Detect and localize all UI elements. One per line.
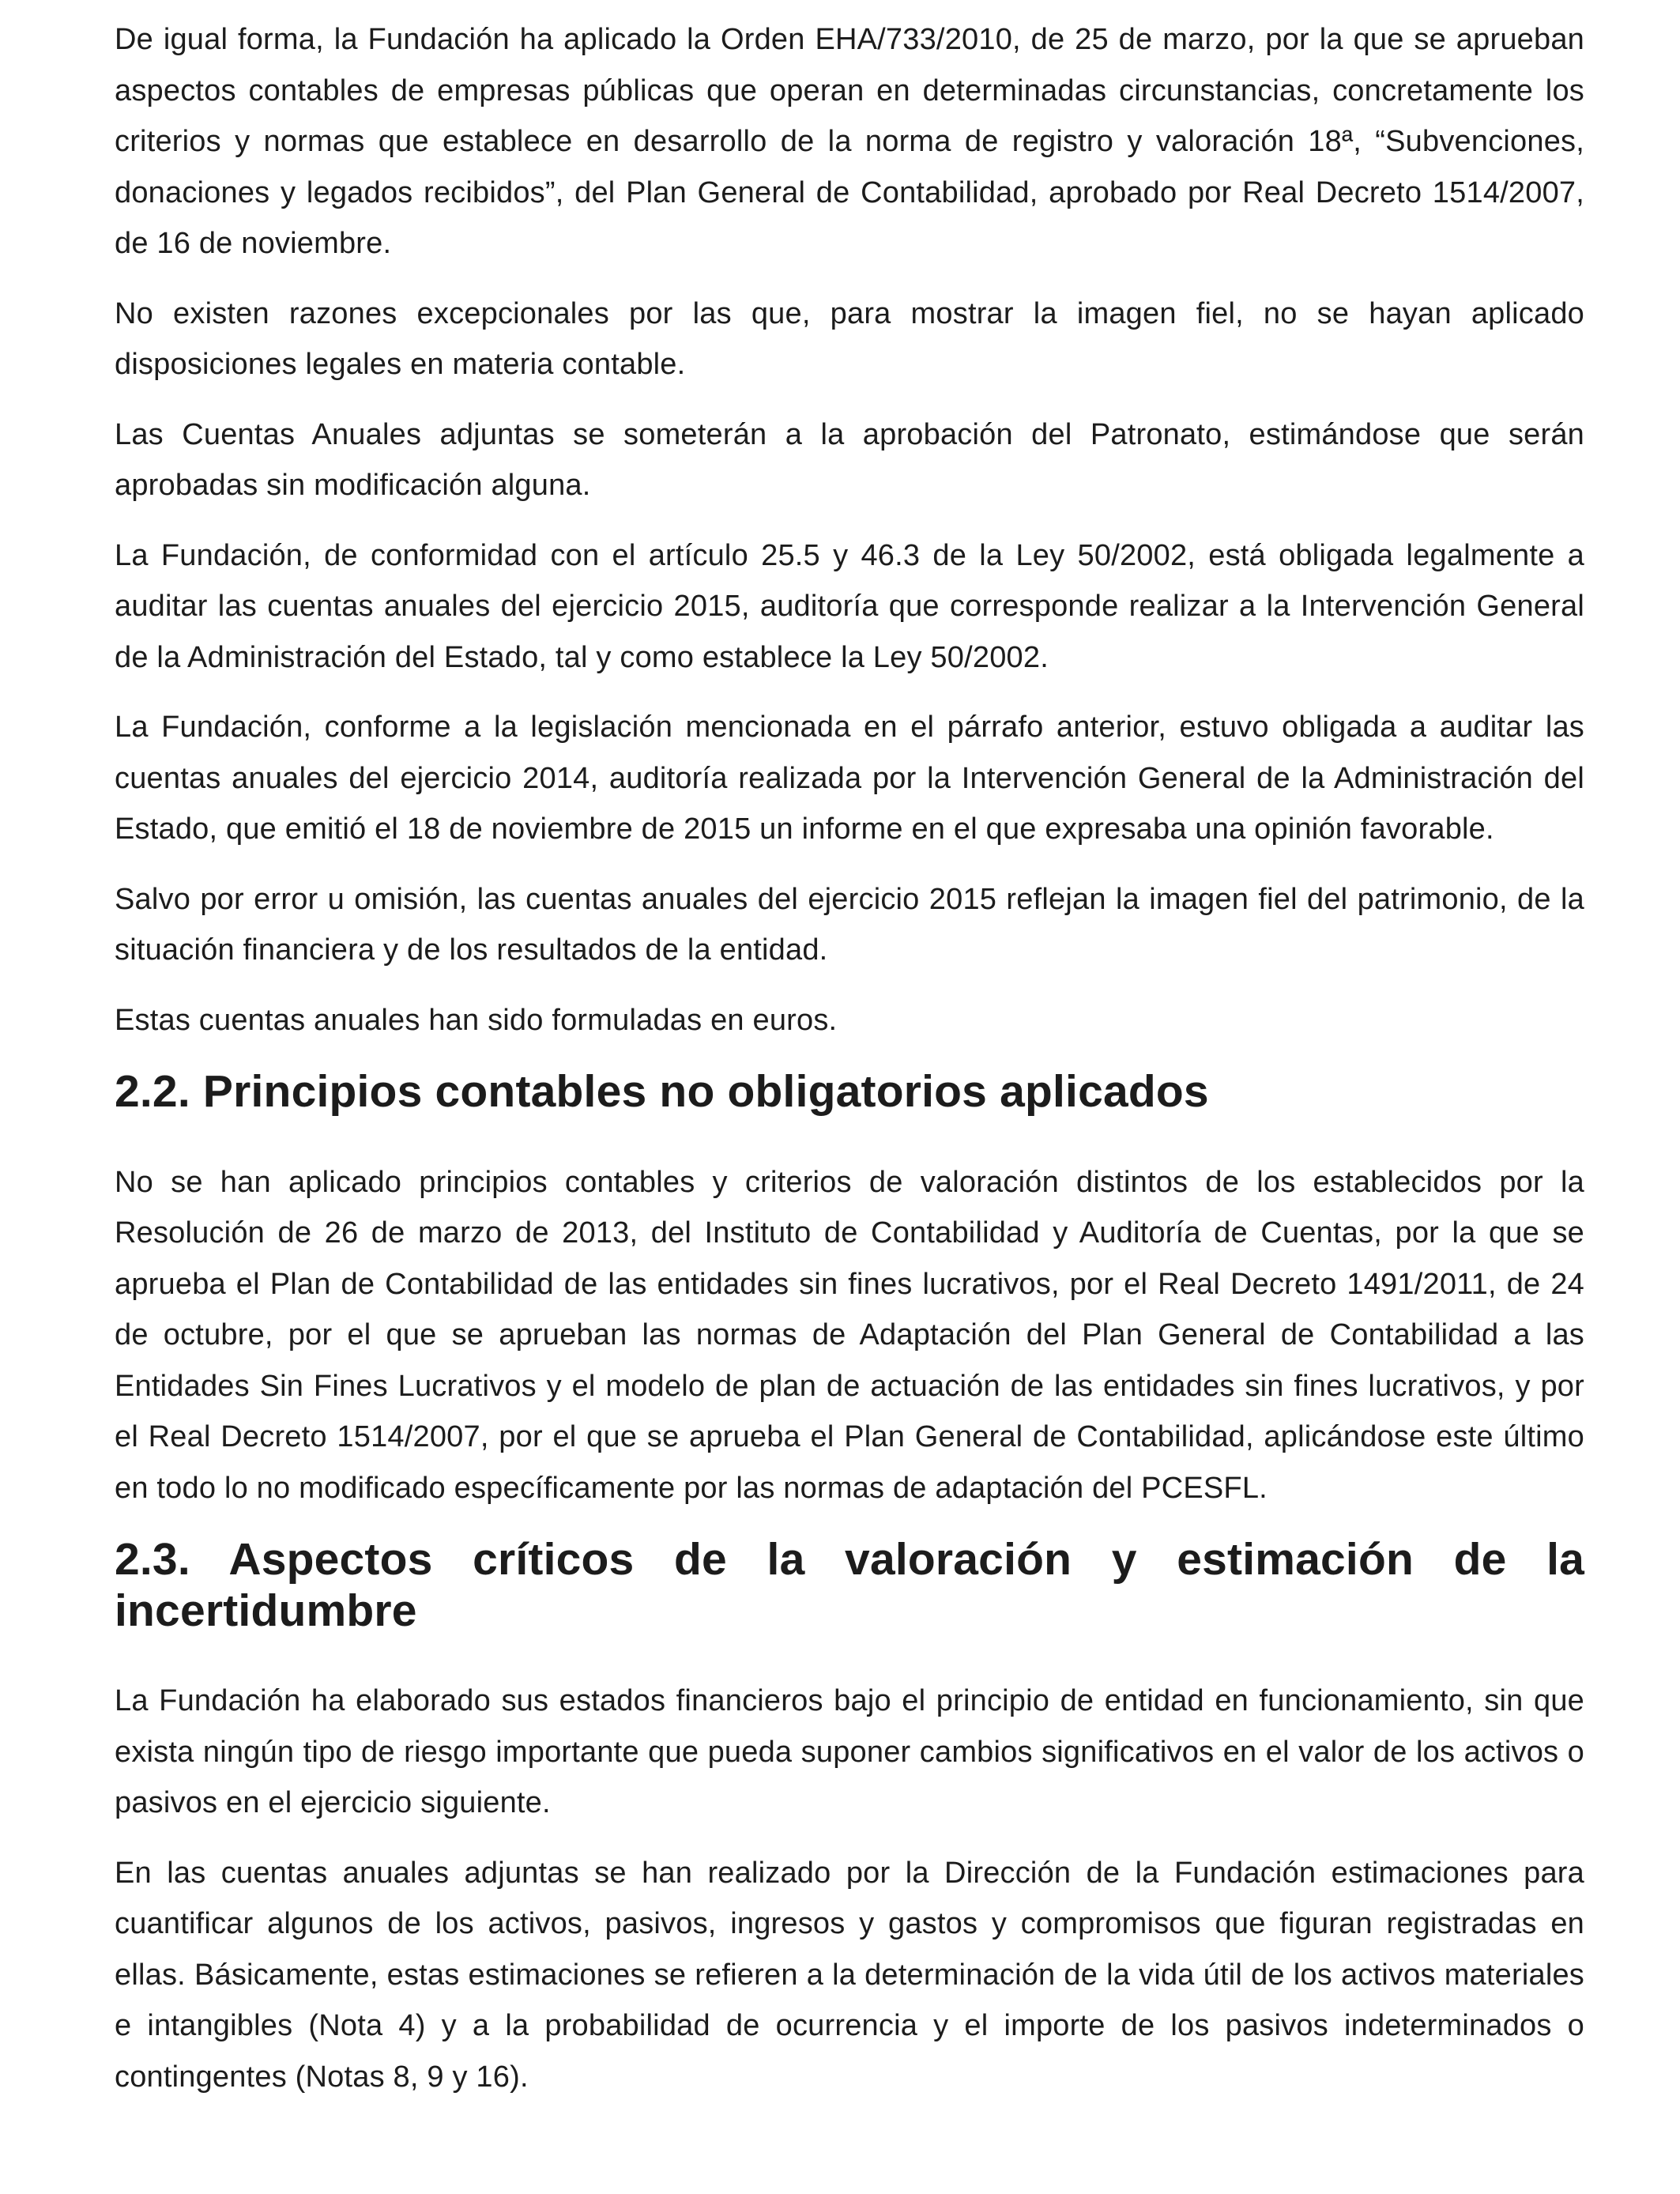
section-heading-2-2: 2.2. Principios contables no obligatorios aplicados <box>115 1066 1209 1117</box>
paragraph-entidad-en-funcionamiento: La Fundación ha elaborado sus estados financieros bajo el principio de entidad en funcionamiento, sin que exista ningún tipo de riesgo importante que pueda suponer cambios significativos en el valor de los activos o pasivos en el ejercicio siguiente. <box>115 1684 1584 1819</box>
paragraph-aprobacion-patronato: Las Cuentas Anuales adjuntas se someterán a la aprobación del Patronato, estimándose que serán aprobadas sin modificación alguna. <box>115 417 1584 502</box>
paragraph-razones-excepcionales: No existen razones excepcionales por las que, para mostrar la imagen fiel, no se hayan aplicado disposiciones legales en materia contable. <box>115 296 1584 381</box>
paragraph-auditoria-2014: La Fundación, conforme a la legislación mencionada en el párrafo anterior, estuvo obligada a auditar las cuentas anuales del ejercicio 2014, auditoría realizada por la Intervención General de la Administración del Estado, que emitió el 18 de noviembre de 2015 un informe en el que expresaba una opinión favorable. <box>115 711 1584 846</box>
document-page <box>115 14 1584 2121</box>
paragraph-euros: Estas cuentas anuales han sido formuladas en euros. <box>115 1003 838 1037</box>
paragraph-estimaciones: En las cuentas anuales adjuntas se han realizado por la Dirección de la Fundación estimaciones para cuantificar algunos de los activos, pasivos, ingresos y gastos y compromisos que figuran registradas en ellas. Básicamente, estas estimaciones se refieren a la determinación de la vida útil de los activos materiales e intangibles (Nota 4) y a la probabilidad de ocurrencia y el importe de los pasivos indeterminados o contingentes (Notas 8, 9 y 16). <box>115 1856 1584 2094</box>
paragraph-orden-eha: De igual forma, la Fundación ha aplicado la Orden EHA/733/2010, de 25 de marzo, por la que se aprueban aspectos contables de empresas públicas que operan en determinadas circunstancias, concretamente los criterios y normas que establece en desarrollo de la norma de registro y valoración 18ª, “Subvenciones, donaciones y legados recibidos”, del Plan General de Contabilidad, aprobado por Real Decreto 1514/2007, de 16 de noviembre. <box>115 23 1584 260</box>
paragraph-imagen-fiel: Salvo por error u omisión, las cuentas anuales del ejercicio 2015 reflejan la imagen fiel del patrimonio, de la situación financiera y de los resultados de la entidad. <box>115 882 1584 967</box>
section-heading-2-3: 2.3. Aspectos críticos de la valoración y estimación de la incertidumbre <box>115 1534 1584 1636</box>
paragraph-obligacion-auditar-2015: La Fundación, de conformidad con el artículo 25.5 y 46.3 de la Ley 50/2002, está obligada legalmente a auditar las cuentas anuales del ejercicio 2015, auditoría que corresponde realizar a la Intervención General de la Administración del Estado, tal y como establece la Ley 50/2002. <box>115 538 1584 674</box>
paragraph-principios-no-obligatorios: No se han aplicado principios contables y criterios de valoración distintos de los establecidos por la Resolución de 26 de marzo de 2013, del Instituto de Contabilidad y Auditoría de Cuentas, por la que se aprueba el Plan de Contabilidad de las entidades sin fines lucrativos, por el Real Decreto 1491/2011, de 24 de octubre, por el que se aprueban las normas de Adaptación del Plan General de Contabilidad a las Entidades Sin Fines Lucrativos y el modelo de plan de actuación de las entidades sin fines lucrativos, y por el Real Decreto 1514/2007, por el que se aprueba el Plan General de Contabilidad, aplicándose este último en todo lo no modificado específicamente por las normas de adaptación del PCESFL. <box>115 1165 1584 1505</box>
